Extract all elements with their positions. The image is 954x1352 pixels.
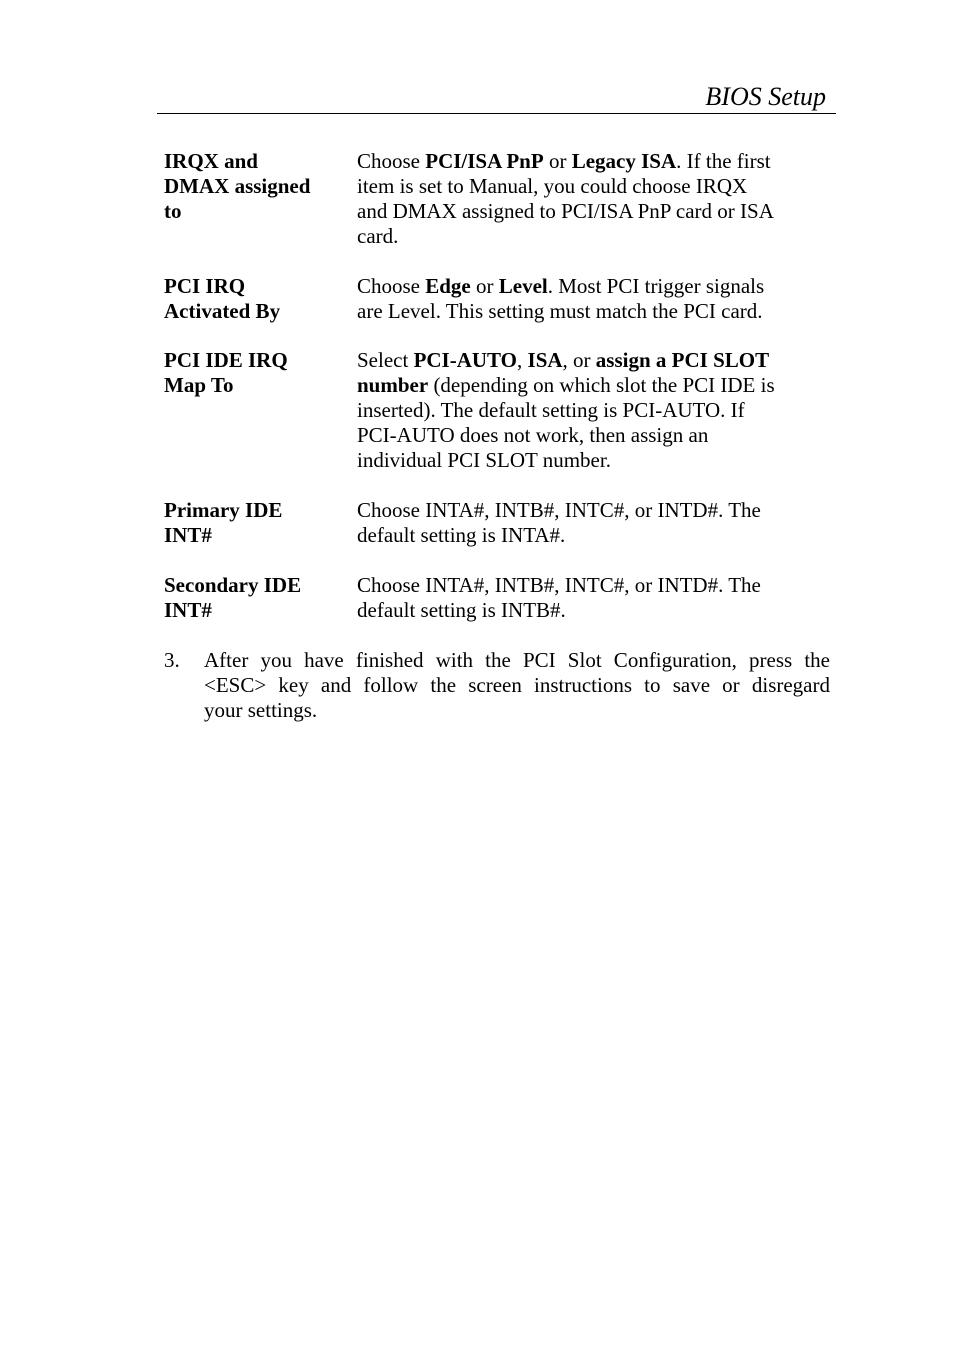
term-line: Map To: [164, 373, 234, 397]
desc-text: Choose INTA#, INTB#, INTC#, or INTD#. The: [357, 573, 761, 597]
term-line: to: [164, 199, 182, 223]
desc-text: and DMAX assigned to PCI/ISA PnP card or ISA: [357, 199, 774, 223]
desc-line: [357, 274, 827, 299]
desc-emphasis: PCI-AUTO: [413, 348, 518, 372]
term-line: PCI IDE IRQ: [164, 348, 288, 372]
term-line: Secondary IDE: [164, 573, 302, 597]
term-line: Primary IDE: [164, 498, 283, 522]
setting-desc-primary-ide-int: [357, 498, 827, 548]
setting-desc-irqx-dmax: [357, 149, 827, 249]
setting-term-secondary-ide-int: [164, 573, 344, 623]
desc-line: [357, 348, 827, 373]
desc-line: [357, 498, 827, 523]
term-line: INT#: [164, 523, 212, 547]
desc-line: [357, 174, 827, 199]
step-line: After you have finished with the PCI Slot Configuration, press the: [204, 648, 830, 672]
desc-emphasis: assign a PCI SLOT: [595, 348, 770, 372]
desc-text: default setting is INTB#.: [357, 598, 566, 622]
desc-text: Choose INTA#, INTB#, INTC#, or INTD#. The: [357, 498, 761, 522]
setting-desc-pci-irq-activated: [357, 274, 827, 324]
setting-term-pci-ide-irq-map: [164, 348, 344, 398]
desc-text: . Most PCI trigger signals: [547, 274, 765, 298]
term-line: Activated By: [164, 299, 281, 323]
desc-text: inserted). The default setting is PCI-AUTO. If: [357, 398, 745, 422]
desc-emphasis: PCI/ISA PnP: [425, 149, 544, 173]
desc-text: or: [470, 274, 499, 298]
page-title: BIOS Setup: [705, 82, 826, 111]
term-line: DMAX assigned: [164, 174, 311, 198]
desc-line: [357, 598, 827, 623]
desc-emphasis: Legacy ISA: [571, 149, 677, 173]
desc-text: item is set to Manual, you could choose IRQX: [357, 174, 748, 198]
step-text: [204, 648, 830, 723]
desc-line: [357, 299, 827, 324]
setting-term-primary-ide-int: [164, 498, 344, 548]
desc-line: [357, 573, 827, 598]
desc-line: [357, 224, 827, 249]
desc-line: [357, 398, 827, 423]
desc-text: PCI-AUTO does not work, then assign an: [357, 423, 709, 447]
desc-text: individual PCI SLOT number.: [357, 448, 611, 472]
term-line: IRQX and: [164, 149, 258, 173]
term-line: INT#: [164, 598, 212, 622]
setting-term-irqx-dmax: [164, 149, 344, 224]
desc-text: or: [543, 149, 572, 173]
desc-text: Choose: [357, 149, 426, 173]
desc-line: [357, 149, 827, 174]
page-header: [157, 80, 836, 114]
desc-emphasis: Edge: [425, 274, 471, 298]
step-line: <ESC> key and follow the screen instructions to save or disregard: [204, 673, 830, 697]
desc-emphasis: Level: [498, 274, 548, 298]
desc-text: card.: [357, 224, 399, 248]
setting-desc-secondary-ide-int: [357, 573, 827, 623]
setting-term-pci-irq-activated: [164, 274, 344, 324]
term-line: PCI IRQ: [164, 274, 246, 298]
desc-text: Choose: [357, 274, 426, 298]
desc-text: (depending on which slot the PCI IDE is: [428, 373, 775, 397]
desc-line: [357, 448, 827, 473]
step-line: your settings.: [204, 698, 318, 722]
desc-text: default setting is INTA#.: [357, 523, 566, 547]
desc-line: [357, 373, 827, 398]
desc-line: [357, 523, 827, 548]
desc-text: ,: [517, 348, 528, 372]
desc-emphasis: number: [357, 373, 429, 397]
step-number: 3.: [164, 648, 180, 672]
desc-line: [357, 423, 827, 448]
desc-text: are Level. This setting must match the PCI card.: [357, 299, 763, 323]
desc-emphasis: ISA: [527, 348, 563, 372]
setting-desc-pci-ide-irq-map: [357, 348, 827, 473]
desc-text: , or: [562, 348, 596, 372]
desc-line: [357, 199, 827, 224]
desc-text: Select: [357, 348, 414, 372]
desc-text: . If the first: [676, 149, 771, 173]
